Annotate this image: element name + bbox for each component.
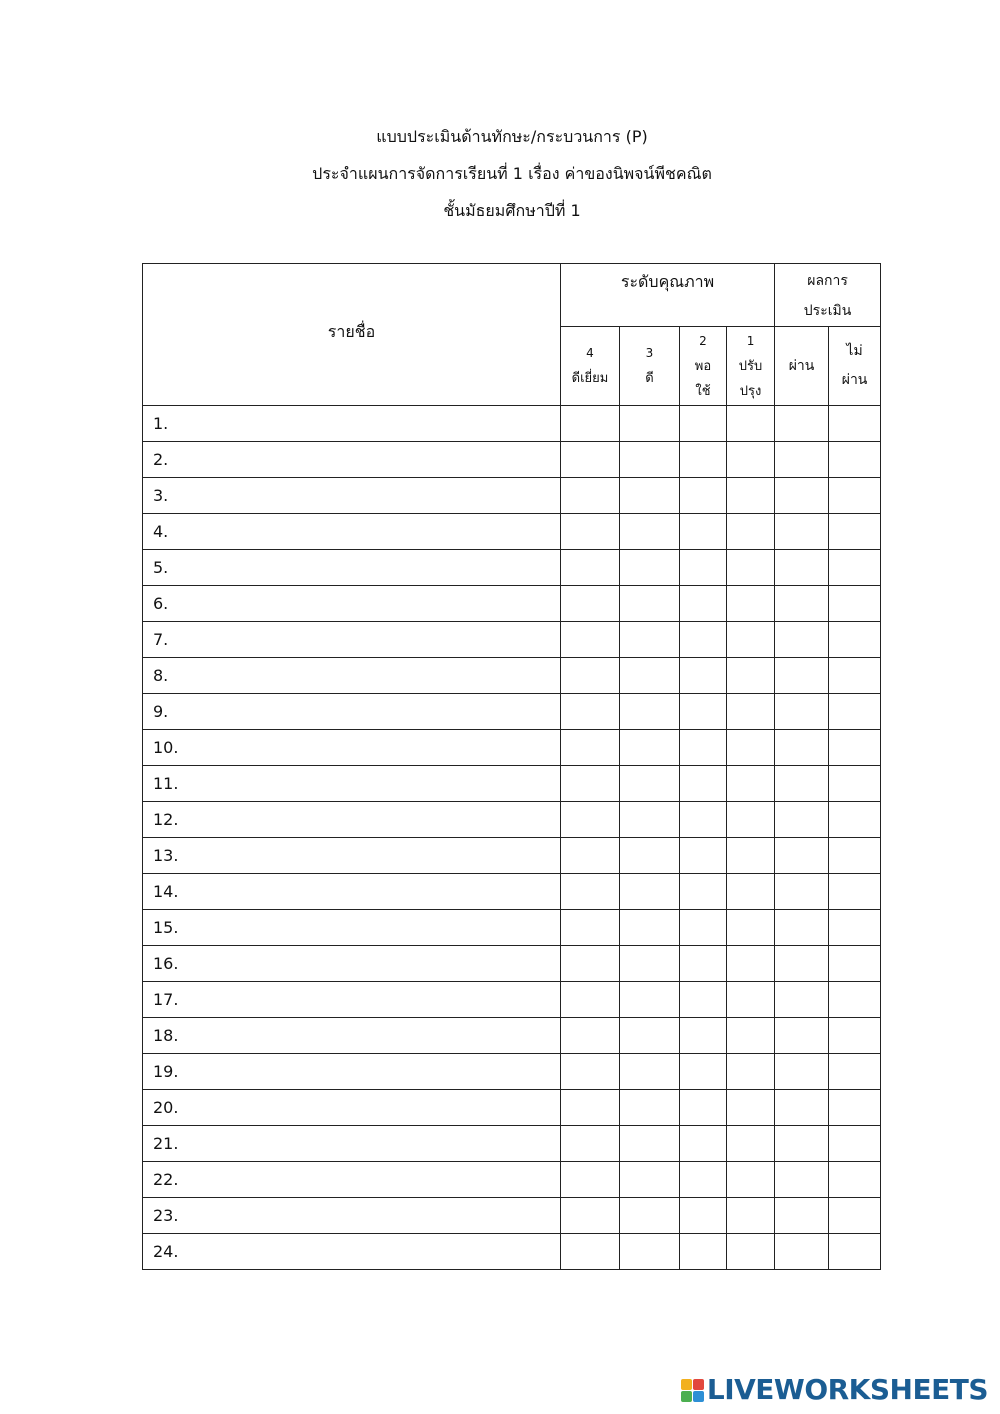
level-2-cell[interactable] [680, 730, 727, 766]
level-4-cell[interactable] [561, 1162, 620, 1198]
table-row [143, 694, 881, 730]
pass-cell[interactable] [775, 946, 829, 982]
level-3-cell[interactable] [620, 766, 680, 802]
student-name-cell[interactable]: 1. [143, 406, 561, 442]
table-row [143, 1162, 881, 1198]
level-1-cell[interactable] [727, 1234, 775, 1270]
table-row [143, 622, 881, 658]
table-row [143, 982, 881, 1018]
level-4-cell[interactable] [561, 874, 620, 910]
quality-level-header: ระดับคุณภาพ [561, 264, 775, 327]
level-4-cell[interactable] [561, 1198, 620, 1234]
table-row [143, 1090, 881, 1126]
table-row [143, 442, 881, 478]
level-1-cell[interactable] [727, 874, 775, 910]
fail-cell[interactable] [829, 1018, 881, 1054]
pass-cell[interactable] [775, 514, 829, 550]
level-2-cell[interactable] [680, 802, 727, 838]
student-name-cell[interactable]: 5. [143, 550, 561, 586]
student-name-cell[interactable]: 13. [143, 838, 561, 874]
student-name-cell[interactable]: 20. [143, 1090, 561, 1126]
level-1-cell[interactable] [727, 1126, 775, 1162]
fail-cell[interactable] [829, 982, 881, 1018]
table-row [143, 550, 881, 586]
student-name-cell[interactable]: 15. [143, 910, 561, 946]
liveworksheets-mark-icon [681, 1379, 704, 1402]
pass-cell[interactable] [775, 982, 829, 1018]
level-4-cell[interactable] [561, 1054, 620, 1090]
level-1-cell[interactable] [727, 802, 775, 838]
level-4-cell[interactable] [561, 982, 620, 1018]
student-name-cell[interactable]: 16. [143, 946, 561, 982]
level-3-cell[interactable] [620, 478, 680, 514]
fail-cell[interactable] [829, 1162, 881, 1198]
level-3-cell[interactable] [620, 1126, 680, 1162]
level-1-cell[interactable] [727, 946, 775, 982]
level-4-cell[interactable] [561, 910, 620, 946]
level-3-cell[interactable] [620, 1054, 680, 1090]
student-name-cell[interactable]: 24. [143, 1234, 561, 1270]
pass-cell[interactable] [775, 550, 829, 586]
liveworksheets-logo [681, 1375, 988, 1405]
fail-cell[interactable] [829, 694, 881, 730]
level-1-cell[interactable] [727, 1090, 775, 1126]
student-name-cell[interactable]: 18. [143, 1018, 561, 1054]
level-1-cell[interactable] [727, 622, 775, 658]
student-name-cell[interactable]: 21. [143, 1126, 561, 1162]
level-3-cell[interactable] [620, 910, 680, 946]
fail-cell[interactable] [829, 586, 881, 622]
level-1-cell[interactable] [727, 694, 775, 730]
fail-cell[interactable] [829, 1234, 881, 1270]
pass-cell[interactable] [775, 730, 829, 766]
name-column-header: รายชื่อ [143, 264, 561, 406]
table-row [143, 1054, 881, 1090]
level-4-cell[interactable] [561, 838, 620, 874]
fail-cell[interactable] [829, 802, 881, 838]
level-1-cell[interactable] [727, 1054, 775, 1090]
student-name-cell[interactable]: 14. [143, 874, 561, 910]
student-name-cell[interactable]: 3. [143, 478, 561, 514]
level-3-cell[interactable] [620, 802, 680, 838]
assessment-result-header: ผลการ ประเมิน [775, 264, 881, 327]
fail-header: ไม่ ผ่าน [829, 327, 881, 406]
table-row [143, 658, 881, 694]
level-3-cell[interactable] [620, 442, 680, 478]
level-3-cell[interactable] [620, 838, 680, 874]
table-row [143, 1198, 881, 1234]
document-title [0, 122, 1000, 233]
pass-cell[interactable] [775, 1054, 829, 1090]
fail-cell[interactable] [829, 406, 881, 442]
level-1-cell[interactable] [727, 442, 775, 478]
fail-cell[interactable] [829, 550, 881, 586]
level-3-cell[interactable] [620, 1090, 680, 1126]
level-1-cell[interactable] [727, 982, 775, 1018]
table-row [143, 1234, 881, 1270]
pass-cell[interactable] [775, 406, 829, 442]
level-4-cell[interactable] [561, 550, 620, 586]
table-row [143, 910, 881, 946]
level-3-cell[interactable] [620, 694, 680, 730]
student-name-cell[interactable]: 12. [143, 802, 561, 838]
level-2-cell[interactable] [680, 874, 727, 910]
level-1-cell[interactable] [727, 730, 775, 766]
level-2-cell[interactable] [680, 838, 727, 874]
fail-cell[interactable] [829, 442, 881, 478]
level-4-cell[interactable] [561, 946, 620, 982]
pass-cell[interactable] [775, 838, 829, 874]
level-1-cell[interactable] [727, 478, 775, 514]
title-line-2: ประจำแผนการจัดการเรียนที่ 1 เรื่อง ค่าของนิพจน์พีชคณิต [312, 164, 712, 183]
fail-cell[interactable] [829, 1054, 881, 1090]
level-2-cell[interactable] [680, 766, 727, 802]
level-3-cell[interactable] [620, 1018, 680, 1054]
level-4-cell[interactable] [561, 1090, 620, 1126]
table-row [143, 766, 881, 802]
level-4-cell[interactable] [561, 1126, 620, 1162]
level-3-cell[interactable] [620, 550, 680, 586]
level-4-cell[interactable] [561, 1234, 620, 1270]
pass-cell[interactable] [775, 910, 829, 946]
level-2-cell[interactable] [680, 1018, 727, 1054]
table-row [143, 1018, 881, 1054]
fail-cell[interactable] [829, 766, 881, 802]
table-row [143, 514, 881, 550]
level-4-cell[interactable] [561, 730, 620, 766]
fail-cell[interactable] [829, 1198, 881, 1234]
level-2-cell[interactable] [680, 1198, 727, 1234]
fail-cell[interactable] [829, 1126, 881, 1162]
level-2-cell[interactable] [680, 1126, 727, 1162]
level-2-cell[interactable] [680, 550, 727, 586]
level-2-cell[interactable] [680, 1090, 727, 1126]
fail-cell[interactable] [829, 478, 881, 514]
title-line-1: แบบประเมินด้านทักษะ/กระบวนการ (P) [376, 127, 648, 146]
assessment-table [142, 263, 881, 1270]
table-row [143, 1126, 881, 1162]
level-1-cell[interactable] [727, 586, 775, 622]
level-1-cell[interactable] [727, 550, 775, 586]
student-name-cell[interactable]: 2. [143, 442, 561, 478]
level-2-cell[interactable] [680, 514, 727, 550]
table-row [143, 802, 881, 838]
student-name-cell[interactable]: 19. [143, 1054, 561, 1090]
table-row [143, 946, 881, 982]
student-name-cell[interactable]: 4. [143, 514, 561, 550]
level-3-cell[interactable] [620, 586, 680, 622]
level-3-cell[interactable] [620, 982, 680, 1018]
pass-cell[interactable] [775, 694, 829, 730]
fail-cell[interactable] [829, 658, 881, 694]
level-2-cell[interactable] [680, 1162, 727, 1198]
table-row [143, 838, 881, 874]
level-3-cell[interactable] [620, 946, 680, 982]
fail-cell[interactable] [829, 514, 881, 550]
level-3-cell[interactable] [620, 1198, 680, 1234]
table-row [143, 730, 881, 766]
level-2-cell[interactable] [680, 946, 727, 982]
level-4-header: 4 ดีเยี่ยม [561, 327, 620, 406]
level-3-cell[interactable] [620, 406, 680, 442]
pass-cell[interactable] [775, 802, 829, 838]
student-name-cell[interactable]: 7. [143, 622, 561, 658]
level-1-header: 1 ปรับ ปรุง [727, 327, 775, 406]
level-4-cell[interactable] [561, 1018, 620, 1054]
level-2-cell[interactable] [680, 694, 727, 730]
pass-cell[interactable] [775, 1018, 829, 1054]
level-2-cell[interactable] [680, 478, 727, 514]
pass-cell[interactable] [775, 874, 829, 910]
pass-cell[interactable] [775, 1162, 829, 1198]
level-2-cell[interactable] [680, 1234, 727, 1270]
student-name-cell[interactable]: 8. [143, 658, 561, 694]
fail-cell[interactable] [829, 946, 881, 982]
level-2-cell[interactable] [680, 622, 727, 658]
level-4-cell[interactable] [561, 406, 620, 442]
pass-cell[interactable] [775, 1090, 829, 1126]
level-1-cell[interactable] [727, 766, 775, 802]
title-line-3: ชั้นมัธยมศึกษาปีที่ 1 [443, 201, 581, 220]
level-1-cell[interactable] [727, 514, 775, 550]
level-3-cell[interactable] [620, 874, 680, 910]
pass-cell[interactable] [775, 442, 829, 478]
table-row [143, 478, 881, 514]
pass-cell[interactable] [775, 478, 829, 514]
student-name-cell[interactable]: 6. [143, 586, 561, 622]
fail-cell[interactable] [829, 838, 881, 874]
level-2-cell[interactable] [680, 586, 727, 622]
level-4-cell[interactable] [561, 802, 620, 838]
pass-cell[interactable] [775, 766, 829, 802]
level-3-cell[interactable] [620, 622, 680, 658]
level-4-cell[interactable] [561, 766, 620, 802]
student-name-cell[interactable]: 10. [143, 730, 561, 766]
pass-cell[interactable] [775, 1198, 829, 1234]
level-3-cell[interactable] [620, 730, 680, 766]
fail-cell[interactable] [829, 622, 881, 658]
pass-header: ผ่าน [775, 327, 829, 406]
level-3-header: 3 ดี [620, 327, 680, 406]
level-4-cell[interactable] [561, 694, 620, 730]
level-4-cell[interactable] [561, 442, 620, 478]
level-4-cell[interactable] [561, 586, 620, 622]
level-1-cell[interactable] [727, 1162, 775, 1198]
level-3-cell[interactable] [620, 514, 680, 550]
level-1-cell[interactable] [727, 1198, 775, 1234]
fail-cell[interactable] [829, 1090, 881, 1126]
student-name-cell[interactable]: 9. [143, 694, 561, 730]
student-name-cell[interactable]: 11. [143, 766, 561, 802]
pass-cell[interactable] [775, 1126, 829, 1162]
table-row [143, 406, 881, 442]
fail-cell[interactable] [829, 874, 881, 910]
student-name-cell[interactable]: 17. [143, 982, 561, 1018]
level-2-cell[interactable] [680, 982, 727, 1018]
level-1-cell[interactable] [727, 910, 775, 946]
pass-cell[interactable] [775, 1234, 829, 1270]
level-2-cell[interactable] [680, 658, 727, 694]
student-name-cell[interactable]: 23. [143, 1198, 561, 1234]
table-row [143, 586, 881, 622]
level-1-cell[interactable] [727, 658, 775, 694]
level-4-cell[interactable] [561, 622, 620, 658]
level-3-cell[interactable] [620, 1234, 680, 1270]
pass-cell[interactable] [775, 622, 829, 658]
level-3-cell[interactable] [620, 1162, 680, 1198]
level-4-cell[interactable] [561, 658, 620, 694]
level-2-header: 2 พอ ใช้ [680, 327, 727, 406]
pass-cell[interactable] [775, 658, 829, 694]
level-2-cell[interactable] [680, 1054, 727, 1090]
student-name-cell[interactable]: 22. [143, 1162, 561, 1198]
level-2-cell[interactable] [680, 442, 727, 478]
level-1-cell[interactable] [727, 406, 775, 442]
level-4-cell[interactable] [561, 478, 620, 514]
fail-cell[interactable] [829, 730, 881, 766]
fail-cell[interactable] [829, 910, 881, 946]
level-1-cell[interactable] [727, 838, 775, 874]
level-2-cell[interactable] [680, 910, 727, 946]
level-3-cell[interactable] [620, 658, 680, 694]
level-1-cell[interactable] [727, 1018, 775, 1054]
pass-cell[interactable] [775, 586, 829, 622]
brand-name: LIVEWORKSHEETS [706, 1373, 988, 1406]
level-2-cell[interactable] [680, 406, 727, 442]
level-4-cell[interactable] [561, 514, 620, 550]
table-row [143, 874, 881, 910]
